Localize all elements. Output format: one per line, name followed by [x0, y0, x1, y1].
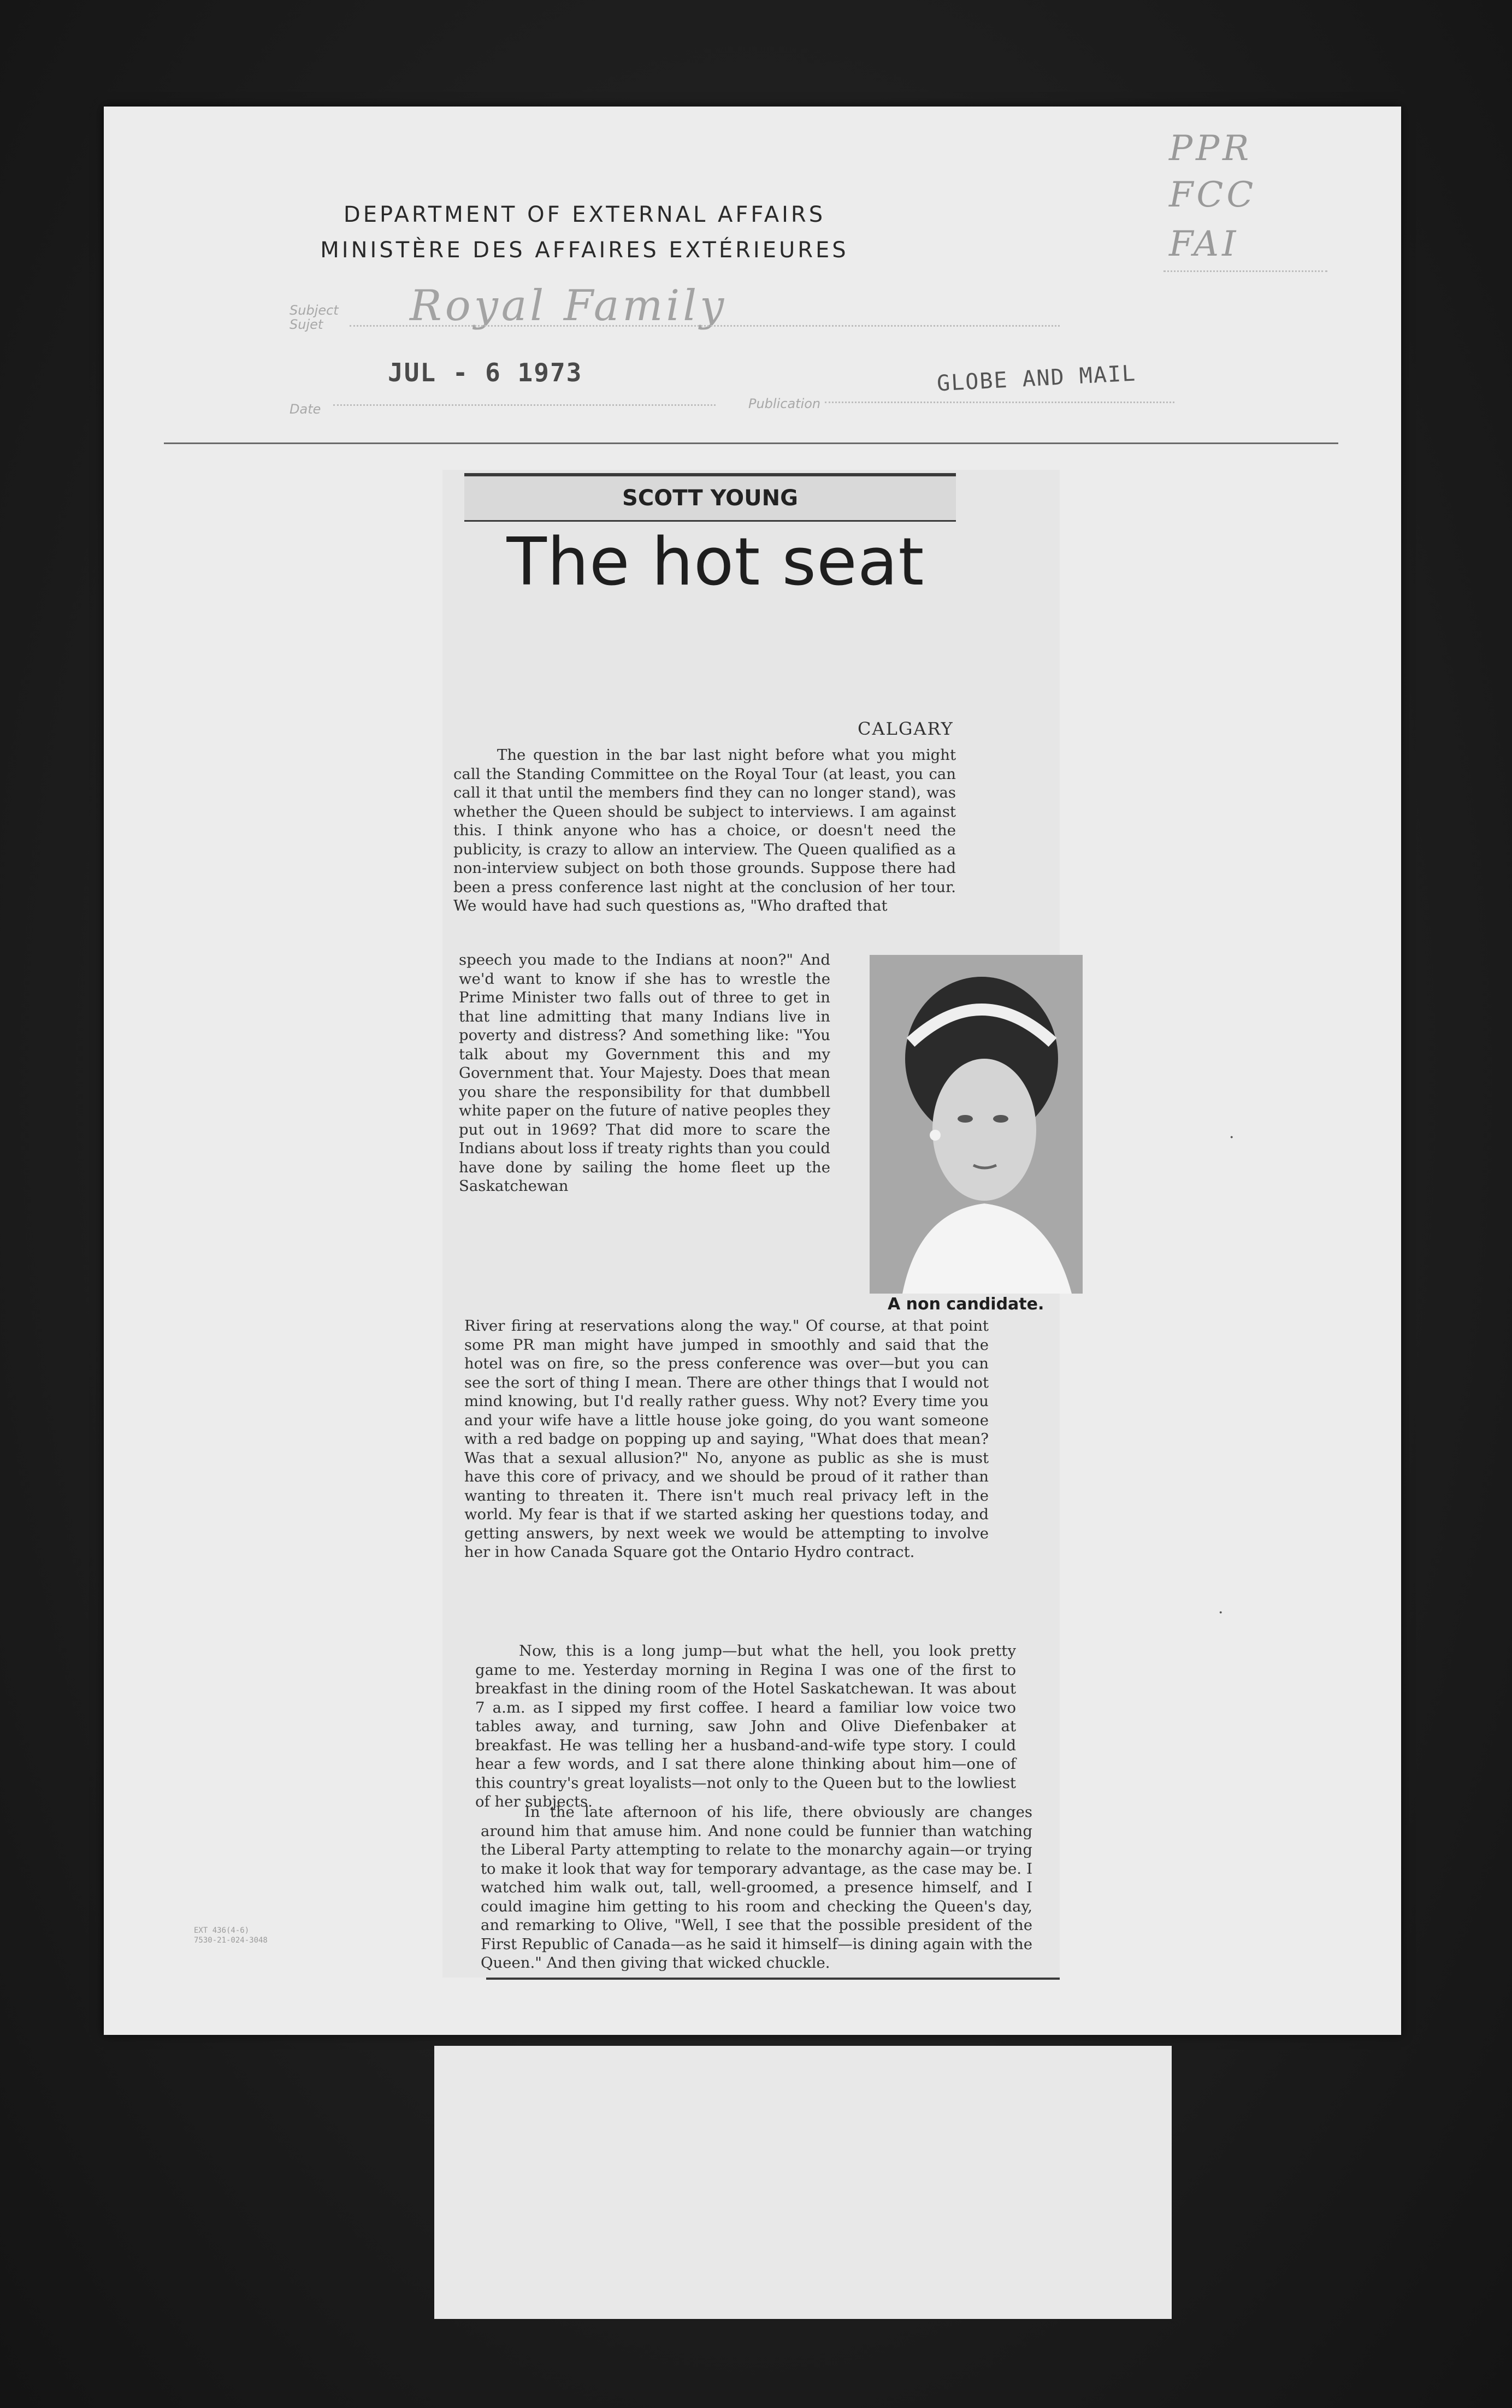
margin-mark: · — [1218, 1603, 1224, 1622]
date-line — [333, 404, 716, 406]
paragraph-1-continued: River firing at reservations along the way." Of course, at that point some PR man might have jumped in smoothly and said that the hotel was on fire, so the press conference was over—but you can see the sort of thing I mean. There are other things that I would not mind knowing, but I'd really rather guess. Why not? Every time you and your wife have a little house joke going, do you want someone with a red badge on popping up and saying, "What does that mean? Was that a sexual allusion?" No, anyone as public as she is must have this core of privacy, and we should be proud of it rather than wanting to threaten it. There isn't much real privacy left in the world. My fear is that if we started asking her questions today, and getting answers, by next week we would be attempting to involve her in how Canada Square got the Ontario Hydro contract. — [464, 1317, 989, 1561]
subject-line — [350, 325, 1060, 327]
subject-handwriting: Royal Family — [410, 281, 728, 330]
paragraph-1-narrow: speech you made to the Indians at noon?" And we'd want to know if she has to wrestle the Prime Minister two falls out of three to get in that line admitting that many Indians live in poverty and distress? And something like: "You talk about my Government this and my Government that. Your Majesty. Does that mean you share the responsibility for that dumbbell white paper on the future of native peoples they put out in 1969? That did more to scare the Indians about loss if treaty rights than you could have done by sailing the home fleet up the Saskatchewan — [459, 951, 830, 1195]
columnist-byline: SCOTT YOUNG — [464, 473, 956, 522]
department-title-fr: MINISTÈRE DES AFFAIRES EXTÉRIEURES — [320, 238, 849, 263]
department-title-en: DEPARTMENT OF EXTERNAL AFFAIRS — [343, 202, 826, 227]
publication-stamp: GLOBE AND MAIL — [936, 361, 1137, 397]
article-dateline: CALGARY — [858, 718, 954, 739]
article-paragraph-1-top — [453, 746, 956, 916]
date-label: Date — [290, 402, 321, 417]
article-paragraph-3 — [481, 1803, 1032, 1973]
paragraph-1-opening: The question in the bar last night before what you might call the Standing Committee on the Royal Tour (at least, you can call it that until the members find they can no longer stand), was whether the Queen should be subject to interviews. I am against this. I think anyone who has a choice, or doesn't need the publicity, is crazy to allow an interview. The Queen qualified as a non-interview subject on both those grounds. Suppose there had been a press conference last night at the conclusion of her tour. We would have had such questions as, "Who drafted that — [453, 746, 956, 914]
clipping-sheet — [104, 107, 1401, 2035]
routing-note-1: PPR — [1169, 128, 1253, 169]
routing-note-2: FCC — [1169, 175, 1257, 215]
portrait-illustration — [870, 955, 1083, 1294]
date-stamp: JUL - 6 1973 — [388, 358, 583, 387]
paragraph-2: Now, this is a long jump—but what the hell, you look pretty game to me. Yesterday morning in Regina I was one of the first to breakfast in the dining room of the Hotel Saskatchewan. It was about 7 a.m. as I sipped my first coffee. I heard a familiar low voice two tables away, and turning, saw John and Olive Diefenbaker at breakfast. He was telling her a husband-and-wife type story. I could hear a few words, and I sat there alone thinking about him—one of this country's great loyalists—not only to the Queen but to the lowliest of her subjects. — [475, 1642, 1016, 1810]
newspaper-clipping — [442, 470, 1060, 1978]
backing-card — [434, 2046, 1172, 2319]
routing-note-3: FAI — [1169, 224, 1239, 264]
article-paragraph-2 — [475, 1642, 1016, 1811]
article-end-rule — [486, 1978, 1060, 1980]
paragraph-3: In the late afternoon of his life, there obviously are changes around him that amuse him. And none could be funnier than watching the Liberal Party attempting to relate to the monarchy again—or trying to make it look that way for temporary advantage, as the case may be. I watched him walk out, tall, well-groomed, a presence himself, and I could imagine him getting to his room and checking the Queen's day, and remarking to Olive, "Well, I see that the possible president of the First Republic of Canada—as he said it himself—is dining again with the Queen." And then giving that wicked chuckle. — [481, 1803, 1032, 1972]
subject-label: Subject Sujet — [290, 303, 339, 332]
routing-underline — [1163, 270, 1327, 272]
photo-caption: A non candidate. — [888, 1295, 1044, 1314]
form-number-stamp: EXT 436(4-6) 7530-21-024-3048 — [194, 1926, 268, 1945]
queen-photo — [870, 955, 1083, 1294]
article-headline: The hot seat — [506, 524, 925, 600]
header-divider — [164, 442, 1338, 444]
article-paragraph-1-wrap — [459, 951, 830, 1196]
article-paragraph-1-bottom — [464, 1317, 989, 1562]
publication-label: Publication — [748, 396, 821, 411]
margin-mark: · — [1229, 1128, 1235, 1147]
publication-line — [825, 402, 1174, 403]
